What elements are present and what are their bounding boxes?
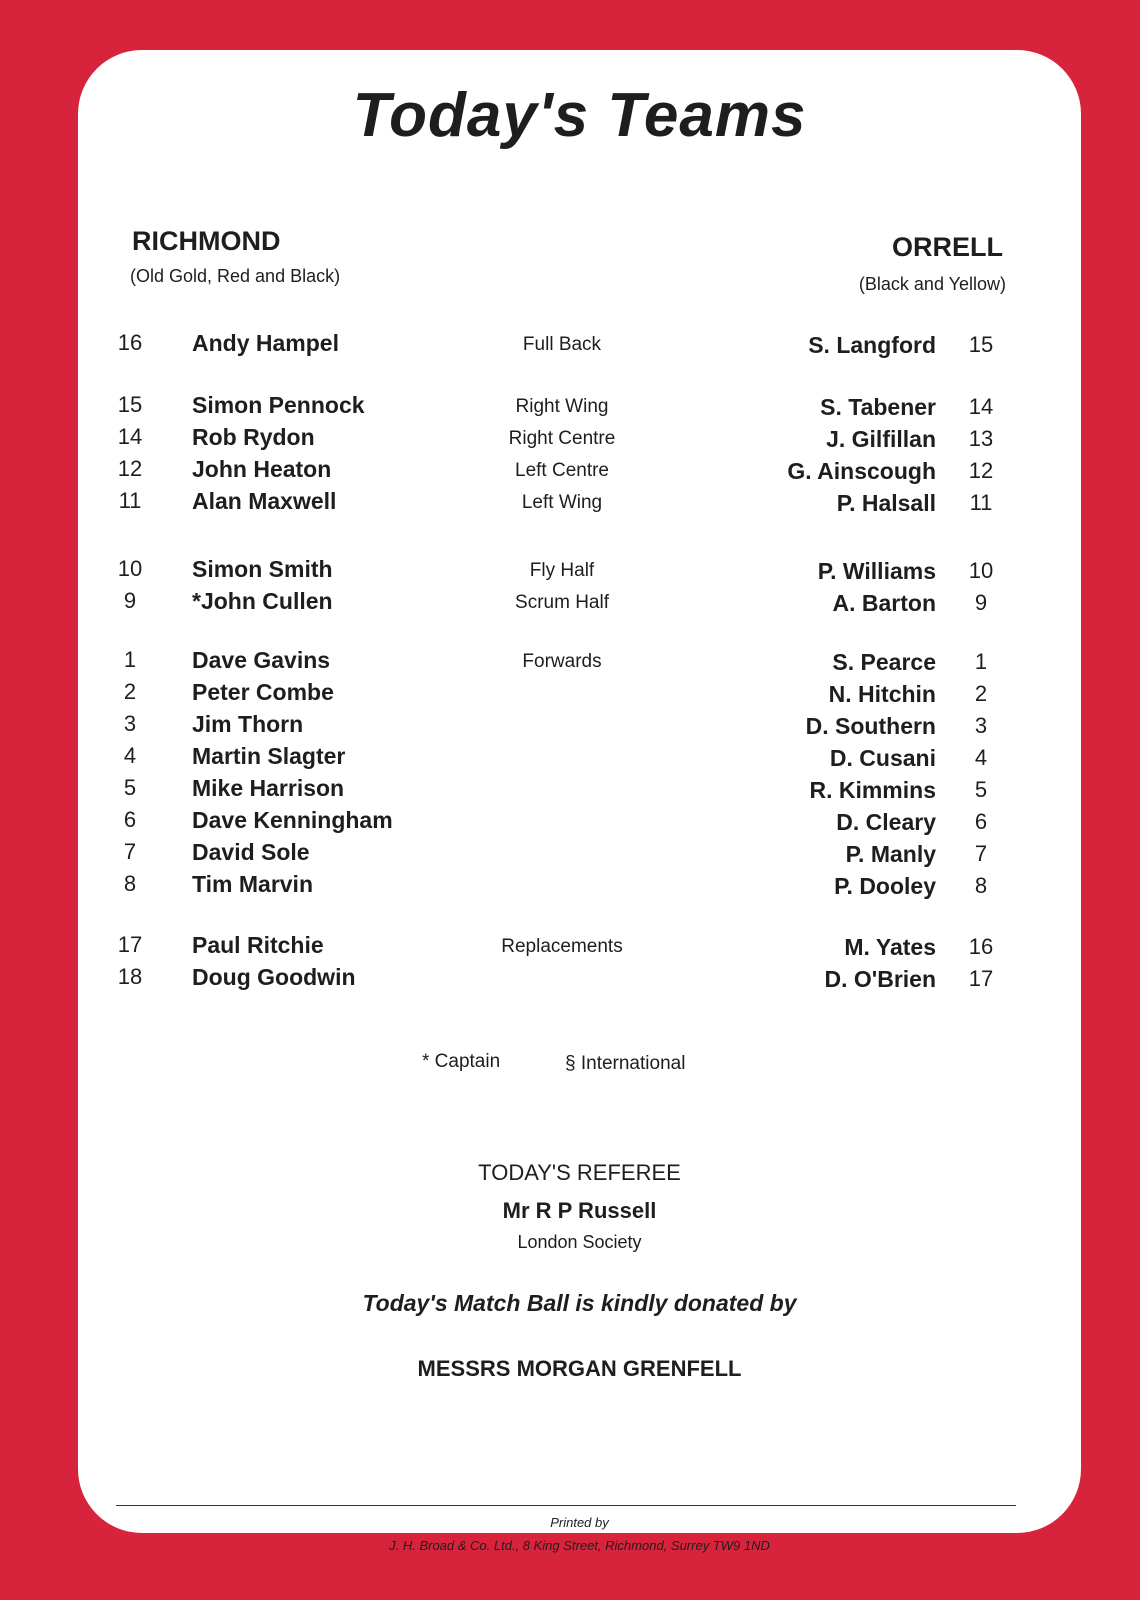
home-player-name: Andy Hampel <box>192 330 339 356</box>
away-player-number: 11 <box>969 490 993 515</box>
match-ball-text: Today's Match Ball is kindly donated by <box>362 1290 797 1316</box>
home-player-name: David Sole <box>192 839 310 865</box>
home-player-number: 4 <box>123 743 137 768</box>
away-player-name: D. Cleary <box>836 809 936 835</box>
home-player-name: Alan Maxwell <box>192 488 337 514</box>
referee-society: London Society <box>517 1232 642 1252</box>
captain-legend: * Captain <box>422 1051 501 1072</box>
away-player-number: 2 <box>974 681 988 706</box>
away-player-name: D. O'Brien <box>824 966 936 992</box>
away-player-name: S. Pearce <box>832 649 936 675</box>
printer-address: J. H. Broad & Co. Ltd., 8 King Street, Richmond, Surrey TW9 1ND <box>389 1538 770 1553</box>
home-player-number: 3 <box>123 711 137 736</box>
home-player-number: 12 <box>117 456 143 481</box>
home-player-number: 9 <box>123 588 137 613</box>
position-label: Replacements <box>501 936 623 957</box>
home-player-number: 8 <box>123 871 137 896</box>
away-player-number: 12 <box>968 458 994 483</box>
referee-heading: TODAY'S REFEREE <box>478 1160 681 1185</box>
home-player-number: 18 <box>117 964 143 989</box>
away-team-colours: (Black and Yellow) <box>858 274 1006 294</box>
away-player-name: J. Gilfillan <box>826 426 936 452</box>
home-player-name: Dave Kenningham <box>192 807 393 833</box>
position-label: Fly Half <box>529 560 595 581</box>
away-player-number: 10 <box>968 558 994 583</box>
position-label: Left Centre <box>515 460 609 481</box>
home-player-name: Martin Slagter <box>192 743 346 769</box>
away-player-number: 1 <box>974 649 988 674</box>
away-player-number: 17 <box>968 966 994 991</box>
home-player-number: 1 <box>123 647 137 672</box>
international-legend: § International <box>565 1053 686 1074</box>
home-player-name: Simon Pennock <box>192 392 365 418</box>
away-team-name: ORRELL <box>892 232 1003 262</box>
home-player-number: 17 <box>117 932 143 957</box>
home-player-name: *John Cullen <box>192 588 333 614</box>
position-label: Full Back <box>522 334 602 355</box>
away-player-number: 7 <box>974 841 988 866</box>
away-player-number: 16 <box>968 934 994 959</box>
page-title: Today's Teams <box>352 81 807 150</box>
home-player-name: Rob Rydon <box>192 424 315 450</box>
away-player-name: P. Williams <box>817 558 936 584</box>
home-team-colours: (Old Gold, Red and Black) <box>130 266 341 286</box>
away-player-name: R. Kimmins <box>809 777 936 803</box>
home-player-number: 7 <box>123 839 137 864</box>
home-player-number: 15 <box>117 392 143 417</box>
position-label: Scrum Half <box>515 592 609 613</box>
away-player-number: 13 <box>968 426 994 451</box>
home-player-name: Simon Smith <box>192 556 333 582</box>
away-player-name: M. Yates <box>844 934 936 960</box>
away-player-number: 15 <box>968 332 994 357</box>
programme-page <box>78 50 1081 1553</box>
away-player-number: 5 <box>974 777 988 802</box>
home-player-number: 2 <box>123 679 137 704</box>
away-player-name: P. Manly <box>845 841 936 867</box>
away-player-number: 4 <box>974 745 988 770</box>
home-player-number: 5 <box>123 775 137 800</box>
home-team-name: RICHMOND <box>132 226 281 256</box>
home-player-name: Mike Harrison <box>192 775 345 801</box>
home-player-number: 10 <box>117 556 143 581</box>
away-player-name: P. Halsall <box>836 490 936 516</box>
away-player-number: 9 <box>974 590 988 615</box>
printed-by-label: Printed by <box>550 1515 609 1530</box>
position-label: Right Wing <box>515 396 609 417</box>
position-label: Right Centre <box>508 428 616 449</box>
home-player-name: Jim Thorn <box>192 711 304 737</box>
away-player-name: G. Ainscough <box>787 458 936 484</box>
referee-name: Mr R P Russell <box>502 1198 657 1223</box>
home-player-name: John Heaton <box>192 456 332 482</box>
away-player-number: 3 <box>974 713 988 738</box>
home-player-name: Doug Goodwin <box>192 964 356 990</box>
home-player-name: Tim Marvin <box>192 871 313 897</box>
home-player-name: Dave Gavins <box>192 647 331 673</box>
home-player-number: 6 <box>123 807 137 832</box>
position-label: Forwards <box>522 651 602 672</box>
footer-divider <box>116 1505 1016 1506</box>
away-player-number: 8 <box>974 873 988 898</box>
position-label: Left Wing <box>521 492 603 513</box>
away-player-name: D. Southern <box>805 713 936 739</box>
away-player-number: 6 <box>974 809 988 834</box>
home-player-number: 16 <box>117 330 143 355</box>
home-player-name: Paul Ritchie <box>192 932 324 958</box>
home-player-name: Peter Combe <box>192 679 334 705</box>
home-player-number: 11 <box>118 488 142 513</box>
away-player-name: S. Tabener <box>820 394 936 420</box>
away-player-name: N. Hitchin <box>828 681 936 707</box>
away-player-name: S. Langford <box>808 332 936 358</box>
home-player-number: 14 <box>117 424 143 449</box>
away-player-number: 14 <box>968 394 994 419</box>
away-player-name: D. Cusani <box>829 745 936 771</box>
away-player-name: P. Dooley <box>834 873 936 899</box>
away-player-name: A. Barton <box>832 590 936 616</box>
match-ball-donor: MESSRS MORGAN GRENFELL <box>417 1356 742 1381</box>
